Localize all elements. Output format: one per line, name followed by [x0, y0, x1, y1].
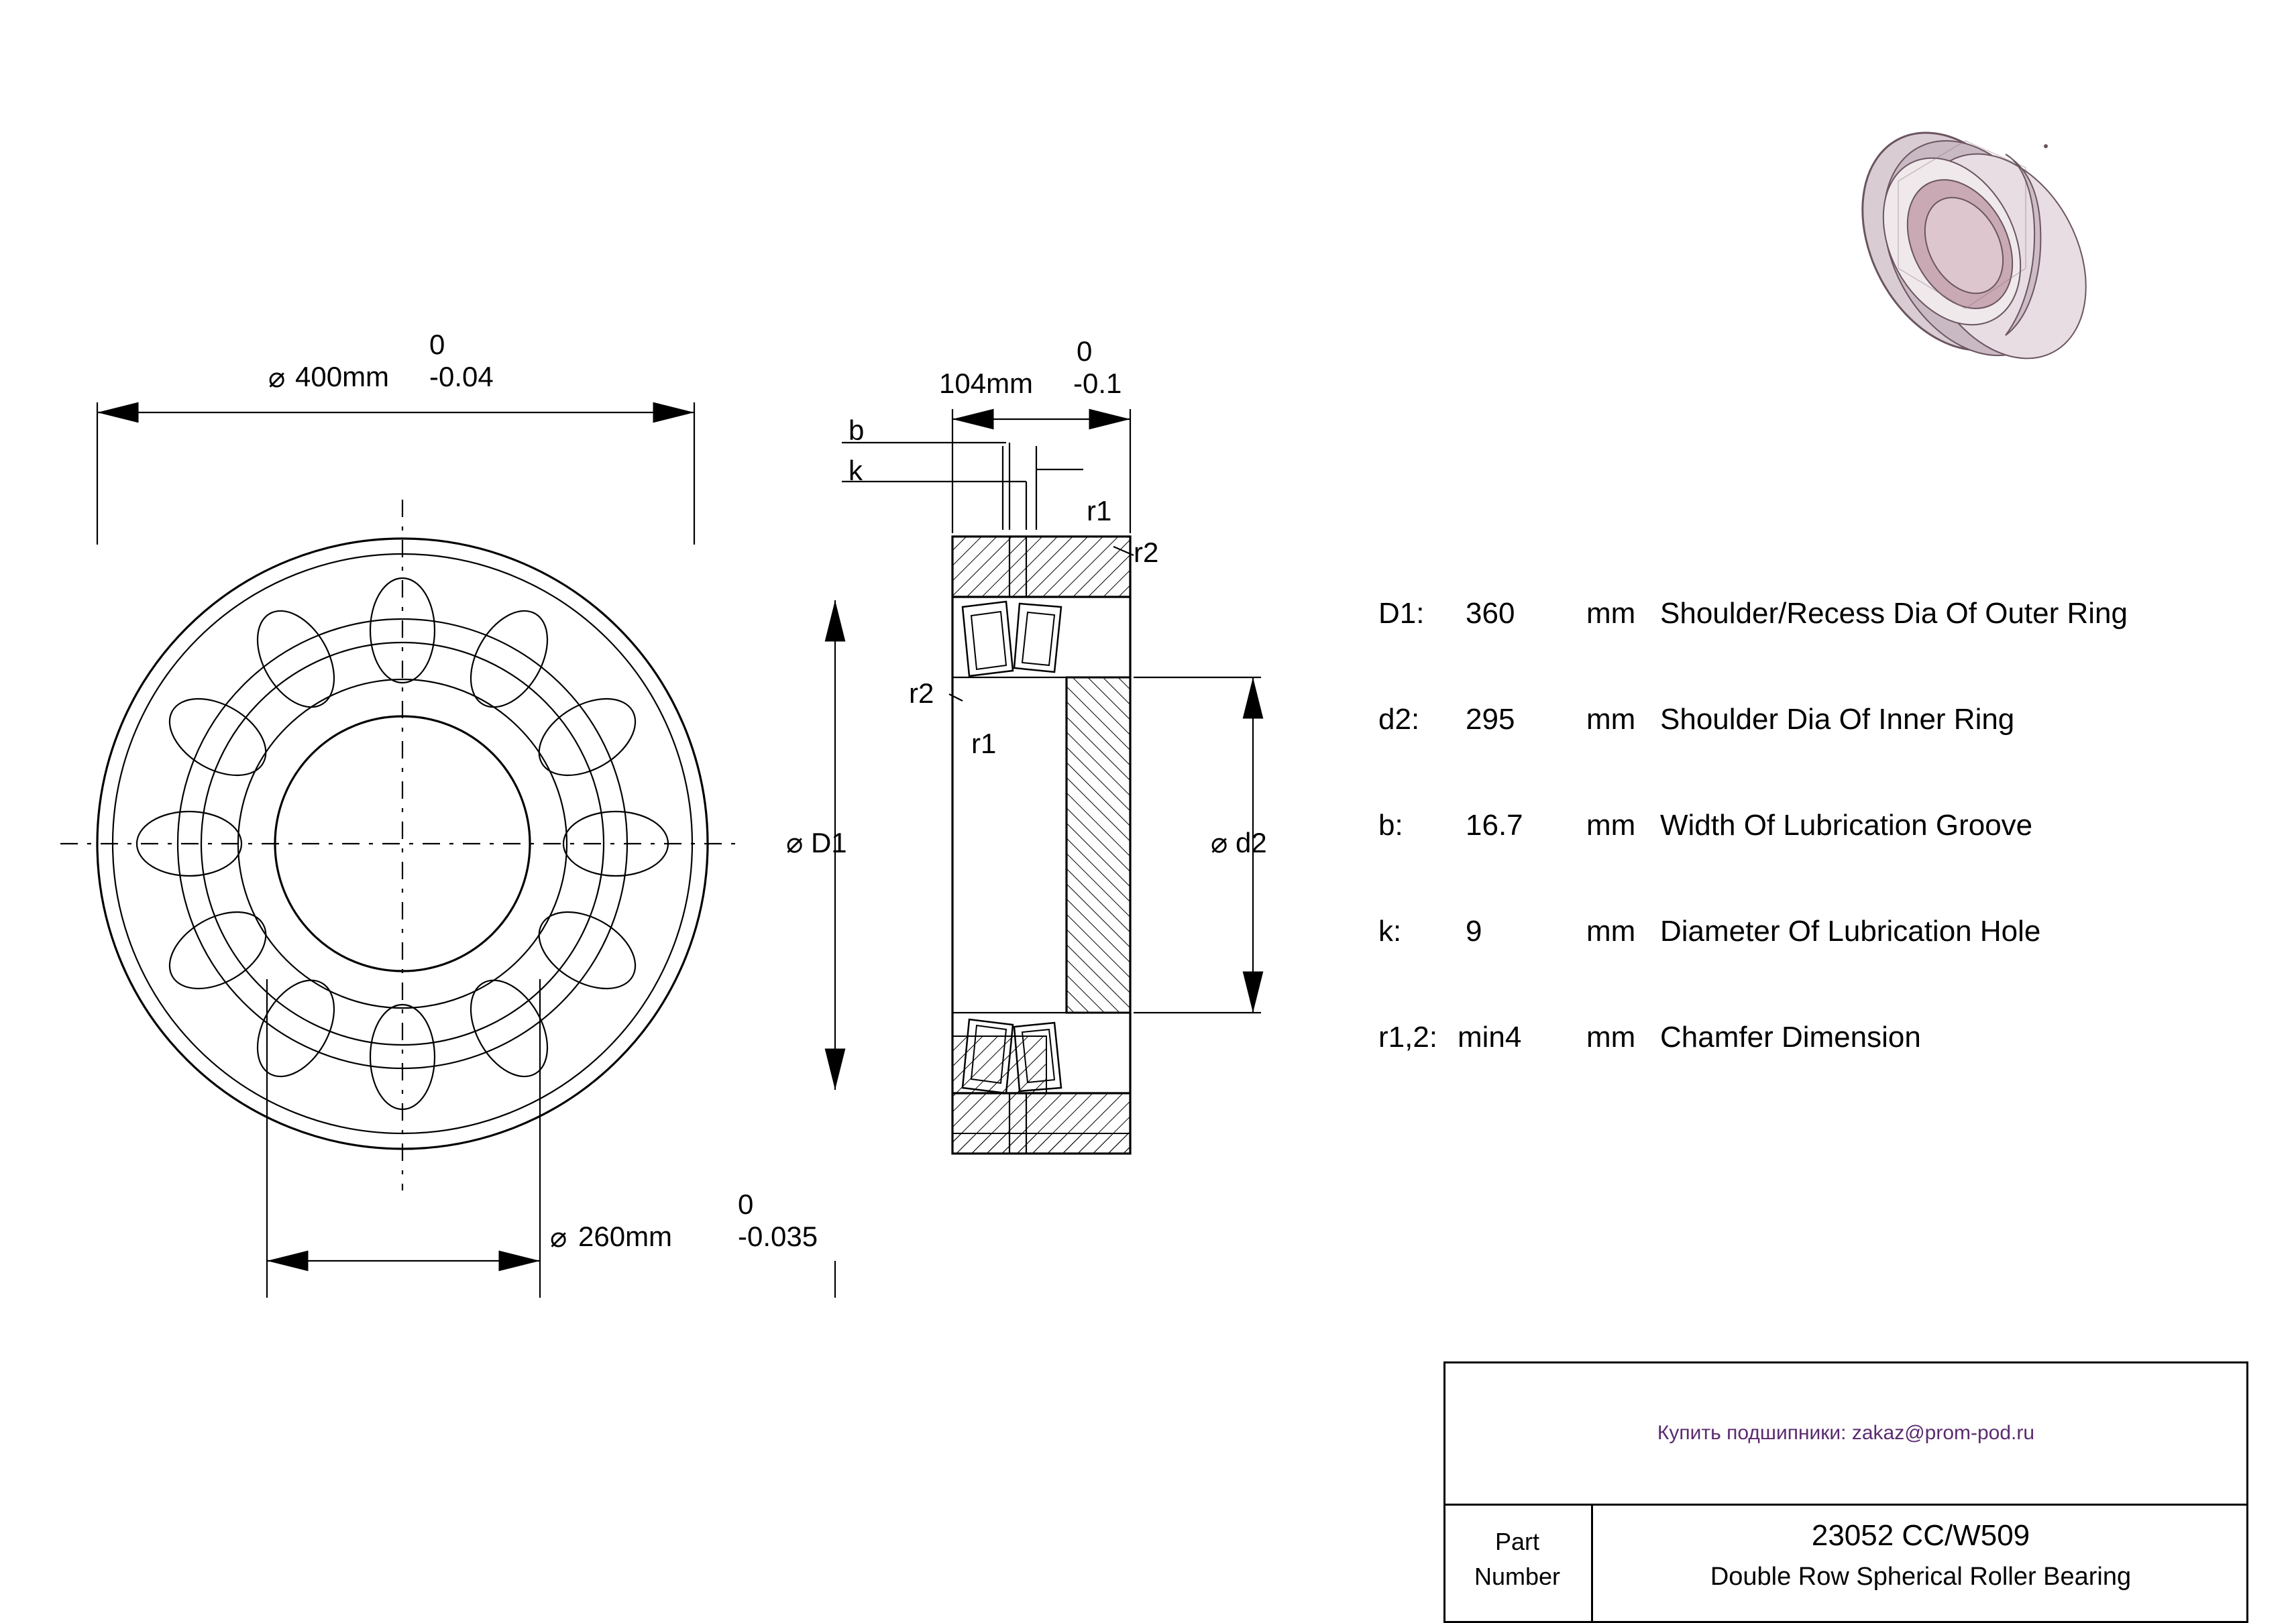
spec-description: Shoulder Dia Of Inner Ring: [1660, 703, 2015, 736]
outer-dim-dia-symbol: ⌀: [268, 361, 286, 393]
spec-unit: mm: [1586, 1021, 1636, 1054]
spec-description: Chamfer Dimension: [1660, 1021, 1921, 1054]
b-k-dimension: [842, 443, 1083, 530]
outer-dim-tolerance-bottom: -0.04: [429, 361, 494, 392]
part-label-line1: Part: [1494, 1528, 1540, 1555]
outer-dim-tolerance-top: 0: [429, 329, 445, 360]
spec-value: min4: [1458, 1021, 1522, 1054]
bore-dim-tolerance-top: 0: [738, 1188, 754, 1220]
b-label: b: [849, 414, 865, 446]
part-description: Double Row Spherical Roller Bearing: [1710, 1563, 2132, 1591]
bore-dim-value: 260mm: [578, 1221, 673, 1252]
part-label-line2: Number: [1474, 1563, 1561, 1590]
width-dim-tolerance-bottom: -0.1: [1073, 368, 1122, 399]
spec-unit: mm: [1586, 597, 1636, 630]
spec-symbol: D1:: [1378, 597, 1425, 630]
spec-unit: mm: [1586, 915, 1636, 948]
d1-dimension-label: ⌀ D1: [786, 827, 847, 858]
spec-symbol: d2:: [1378, 703, 1420, 736]
spec-symbol: r1,2:: [1378, 1021, 1438, 1054]
part-number: 23052 CC/W509: [1811, 1519, 2030, 1552]
section-view: [952, 537, 1130, 1154]
title-block-divider-h: [1443, 1504, 2248, 1506]
width-dim-value: 104mm: [939, 368, 1034, 399]
r2-left-label: r2: [909, 677, 934, 709]
vendor-url: Купить подшипники: zakaz@prom-pod.ru: [1657, 1422, 2035, 1444]
spec-description: Diameter Of Lubrication Hole: [1660, 915, 2041, 948]
bore-dim-dia-symbol: ⌀: [550, 1221, 567, 1253]
spec-description: Shoulder/Recess Dia Of Outer Ring: [1660, 597, 2128, 630]
spec-value: 16.7: [1466, 809, 1523, 842]
outer-dim-value: 400mm: [295, 361, 390, 392]
r1-top-label: r1: [1087, 495, 1112, 526]
front-view: [60, 500, 745, 1190]
spec-value: 295: [1466, 703, 1515, 736]
spec-value: 360: [1466, 597, 1515, 630]
d2-dimension-label: ⌀ d2: [1211, 827, 1267, 858]
bore-dim-tolerance-bottom: -0.035: [738, 1221, 818, 1252]
width-dim-tolerance-top: 0: [1077, 335, 1093, 367]
spec-value: 9: [1466, 915, 1482, 948]
spec-unit: mm: [1586, 703, 1636, 736]
r1-left-label: r1: [971, 728, 997, 759]
spec-symbol: b:: [1378, 809, 1403, 842]
spec-description: Width Of Lubrication Groove: [1660, 809, 2033, 842]
bearing-3d-illustration: [1826, 102, 2120, 388]
k-label: k: [849, 455, 863, 486]
spec-unit: mm: [1586, 809, 1636, 842]
spec-symbol: k:: [1378, 915, 1402, 948]
r2-top-label: r2: [1134, 537, 1159, 568]
outer-diameter-dimension: [97, 402, 694, 545]
